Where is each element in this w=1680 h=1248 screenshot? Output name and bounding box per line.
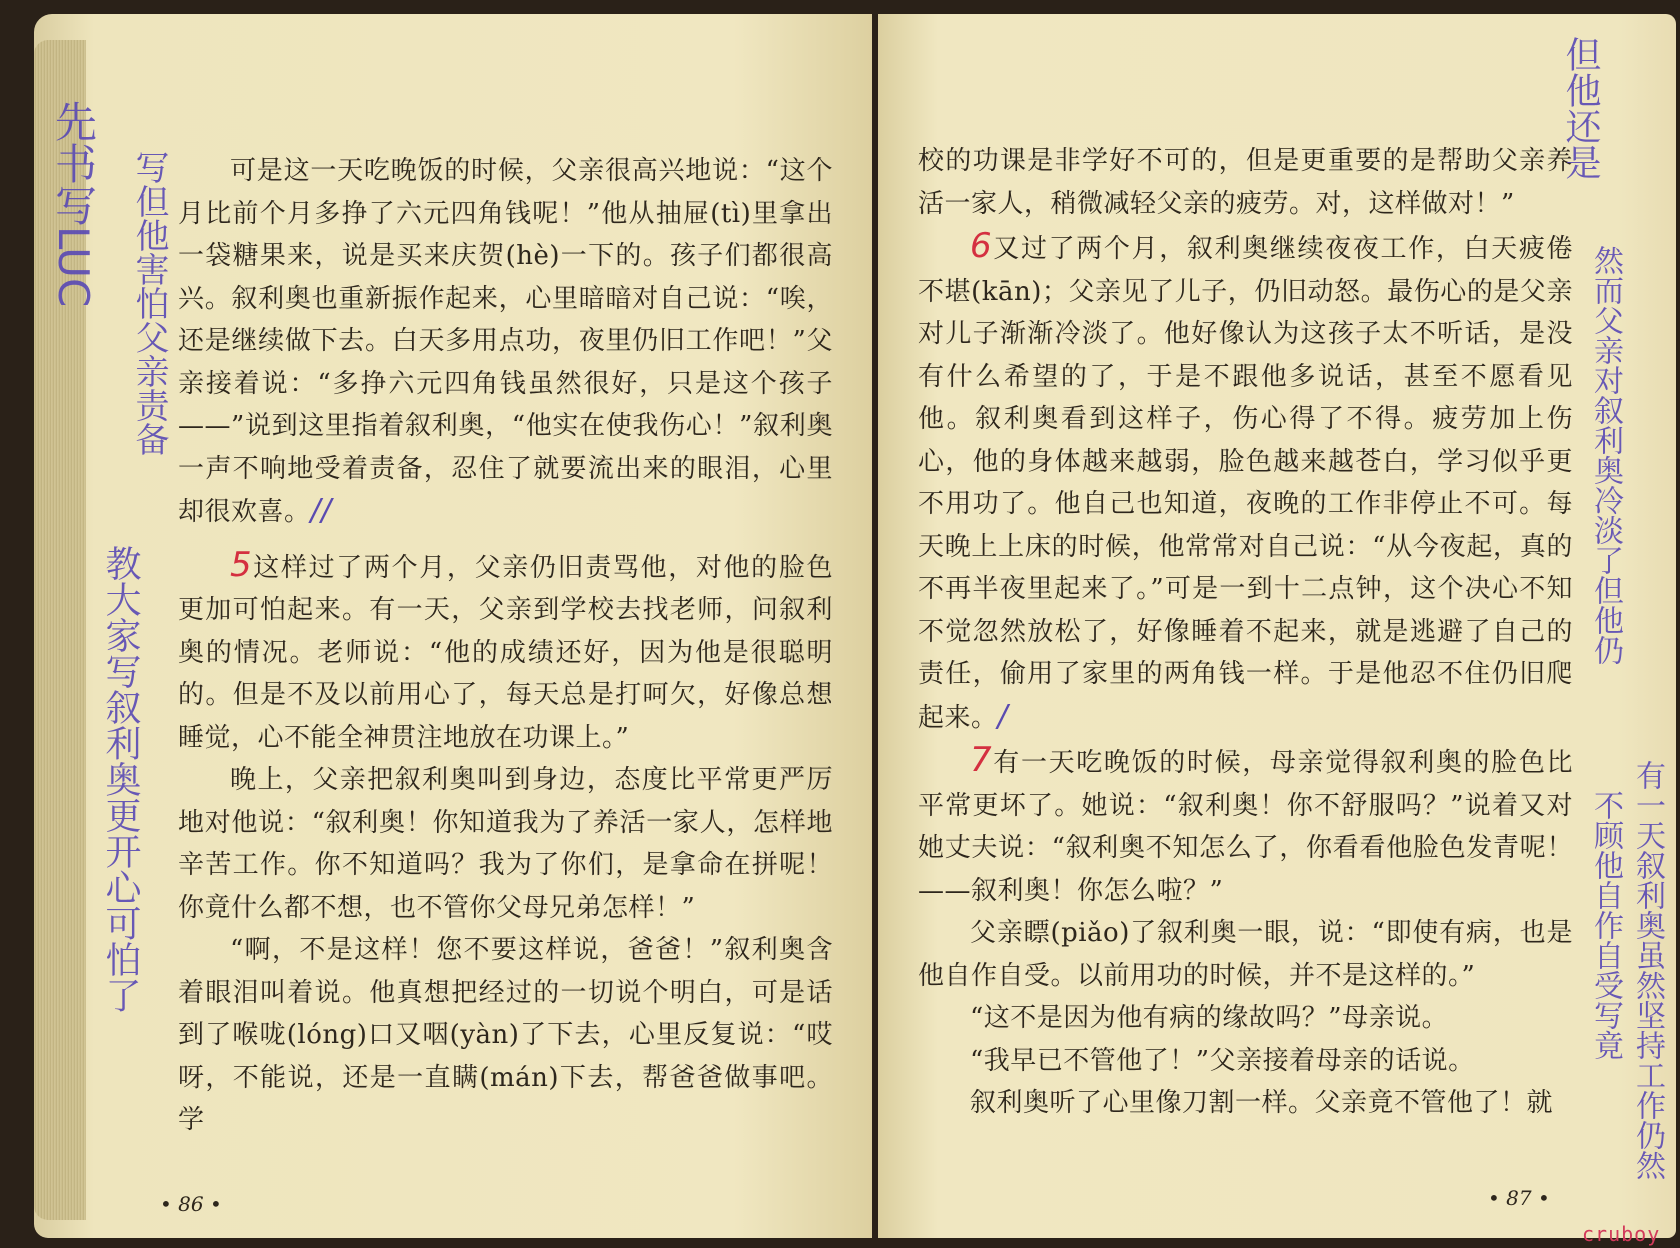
handwritten-note: 写但他害怕父亲责备 <box>129 150 169 456</box>
paragraph: 晚上，父亲把叙利奥叫到身边，态度比平常更严厉地对他说：“叙利奥！你知道我为了养活一家人，怎样地辛苦工作。你不知道吗？我为了你们，是拿命在拼呢！你竟什么都不想，也不管你父母兄弟怎样！” <box>178 765 833 923</box>
handwritten-note: 然而父亲对叙利奥冷淡了但他仍 <box>1588 245 1623 665</box>
slash-mark: / <box>997 698 1009 734</box>
handwritten-note: 教大家写叙利奥更开心可怕了 <box>100 545 141 1013</box>
handwritten-note: 先书写LUC <box>49 100 98 308</box>
paragraph: “啊，不是这样！您不要这样说，爸爸！”叙利奥含着眼泪叫着说。他真想把经过的一切说个明白，可是话到了喉咙(lóng)口又咽(yàn)了下去，心里反复说：“哎呀，不能说，还是一直瞒(mán)下去，帮爸爸做事吧。学 <box>178 935 833 1135</box>
paragraph: 叙利奥听了心里像刀割一样。父亲竟不管他了！就 <box>970 1088 1554 1118</box>
handwritten-note: 但他还是 <box>1560 36 1601 180</box>
paragraph: 5这样过了两个月，父亲仍旧责骂他，对他的脸色更加可怕起来。有一天，父亲到学校去找老师，问叙利奥的情况。老师说：“他的成绩还好，因为他是很聪明的。但是不及以前用心了，每天总是打呵欠，好像总想睡觉，心不能全神贯注地放在功课上。” <box>178 544 833 753</box>
paragraph: “我早已不管他了！”父亲接着母亲的话说。 <box>970 1045 1475 1076</box>
right-page-text <box>918 140 1573 1125</box>
paragraph: 7有一天吃晚饭的时候，母亲觉得叙利奥的脸色比平常更坏了。她说：“叙利奥！你不舒服吗？”说着又对她丈夫说：“叙利奥不知怎么了，你看看他脸色发青呢！——叙利奥！你怎么啦？” <box>918 740 1573 906</box>
paragraph-number: 6 <box>970 226 993 266</box>
paragraph: 校的功课是非学好不可的，但是更重要的是帮助父亲养活一家人，稍微减轻父亲的疲劳。对，这样做对！” <box>918 146 1573 219</box>
paragraph-number: 5 <box>230 544 253 585</box>
paragraph: 父亲瞟(piǎo)了叙利奥一眼，说：“即使有病，也是他自作自受。以前用功的时候，并不是这样的。” <box>918 918 1573 991</box>
paragraph: 6又过了两个月，叙利奥继续夜夜工作，白天疲倦不堪(kān)；父亲见了儿子，仍旧动怒。最伤心的是父亲对儿子渐渐冷淡了。他好像认为这孩子太不听话，是没有什么希望的了，于是不跟他多说话，甚至不愿看见他。叙利奥看到这样子，伤心得了不得。疲劳加上伤心，他的身体越来越弱，脸色越来越苍白，学习似乎更不用功了。他自己也知道，夜晚的工作非停止不可。每天晚上上床的时候，他常常对自己说：“从今夜起，真的不再半夜里起来了。”可是一到十二点钟，这个决心不知不觉忽然放松了，好像睡着不起来，就是逃避了自己的责任，偷用了家里的两角钱一样。于是他忍不住仍旧爬起来。/ <box>918 226 1573 734</box>
slash-mark: // <box>310 493 332 528</box>
left-page-text <box>178 150 833 1142</box>
handwritten-note: 有一天叙利奥虽然坚持工作仍然 <box>1630 760 1665 1180</box>
paragraph-number: 7 <box>970 740 993 780</box>
page-number-right: • 87 • <box>1488 1186 1550 1210</box>
handwritten-note: 不顾他自作自受写竟 <box>1588 790 1623 1060</box>
paragraph: 可是这一天吃晚饭的时候，父亲很高兴地说：“这个月比前个月多挣了六元四角钱呢！”他从抽屉(tì)里拿出一袋糖果来，说是买来庆贺(hè)一下的。孩子们都很高兴。叙利奥也重新振作起来，心里暗暗对自己说：“唉，还是继续做下去。白天多用点功，夜里仍旧工作吧！”父亲接着说：“多挣六元四角钱虽然很好，只是这个孩子——”说到这里指着叙利奥，“他实在使我伤心！”叙利奥一声不响地受着责备，忍住了就要流出来的眼泪，心里却很欢喜。// <box>178 156 833 528</box>
page-number-left: • 86 • <box>160 1192 222 1216</box>
paragraph: “这不是因为他有病的缘故吗？”母亲说。 <box>970 1003 1449 1033</box>
watermark: cruboy <box>1582 1222 1661 1246</box>
